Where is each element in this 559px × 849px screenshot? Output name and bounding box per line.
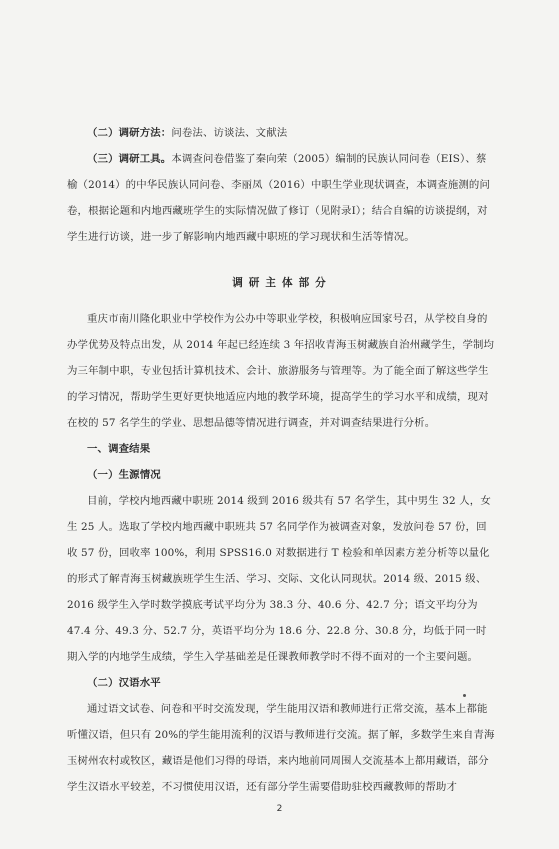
document-body <box>67 120 497 800</box>
chinese-level-heading: （二）汉语水平 <box>87 677 161 689</box>
results-heading: 一、调查结果 <box>87 443 151 455</box>
tools-text: 本调查问卷借鉴了秦向荣（2005）编制的民族认同问卷（EIS）、蔡榆（2014）的中华民族认同问卷、李丽凤（2016）中职生学业现状调查，本调查施测的问卷，根据论题和内地西藏班学生的实际情况做了修订（见附录Ⅰ）；结合自编的访谈提纲，对学生进行访谈，进一步了解影响内地西藏中职班的学习现状和生活等情况。 <box>67 153 491 243</box>
methods-text: 问卷法、访谈法、文献法 <box>171 127 288 139</box>
methods-paragraph <box>67 120 497 146</box>
source-paragraph: 目前，学校内地西藏中职班 2014 级到 2016 级共有 57 名学生，其中男生 32 人，女生 25 人。选取了学校内地西藏中职班共 57 名同学作为被调查对象，发放问卷 57 份，回收 57 份，回收率 100%，利用 SPSS16.0 对数据进行 T 检验和单因素方差分析等以量化的形式了解青海玉树藏族班学生生活、学习、交际、文化认同现状。2014 级、2015 级、2016 级学生入学时数学摸底考试平均分为 38.3 分、40.6 分、42.7 分；语文平均分为 47.4 分、49.3 分、52.7 分，英语平均分为 18.6 分、22.8 分、30.8 分，均低于同一时期入学的内地学生成绩，学生入学基础差是任课教师教学时不得不面对的一个主要问题。 <box>67 495 491 663</box>
page-number: 2 <box>276 804 283 814</box>
scan-speck <box>463 694 466 697</box>
intro-paragraph: 重庆市南川隆化职业中学校作为公办中等职业学校，积极响应国家号召，从学校自身的办学优势及特点出发，从 2014 年起已经连续 3 年招收青海玉树藏族自治州藏学生，学制均为三年制中职，专业包括计算机技术、会计、旅游服务与管理等。为了能全面了解这些学生的学习情况，帮助学生更好更快地适应内地的教学环境，提高学生的学习水平和成绩，现对在校的 57 名学生的学业、思想品德等情况进行调查，并对调查结果进行分析。 <box>67 313 495 429</box>
source-heading: （一）生源情况 <box>87 469 161 481</box>
tools-paragraph <box>67 146 497 250</box>
chinese-level-paragraph: 通过语文试卷、问卷和平时交流发现，学生能用汉语和教师进行正常交流，基本上都能听懂汉语，但只有 20%的学生能用流利的汉语与教师进行交流。据了解，多数学生来自青海玉树州农村或牧区，藏语是他们习得的母语，来内地前同周围人交流基本上都用藏语，部分学生汉语水平较差，不习惯使用汉语，还有部分学生需要借助驻校西藏教师的帮助才 <box>67 703 495 793</box>
tools-label: （三）调研工具。 <box>87 153 172 165</box>
main-section-title: 调研主体部分 <box>232 277 332 289</box>
methods-label: （二）调研方法： <box>87 127 172 139</box>
